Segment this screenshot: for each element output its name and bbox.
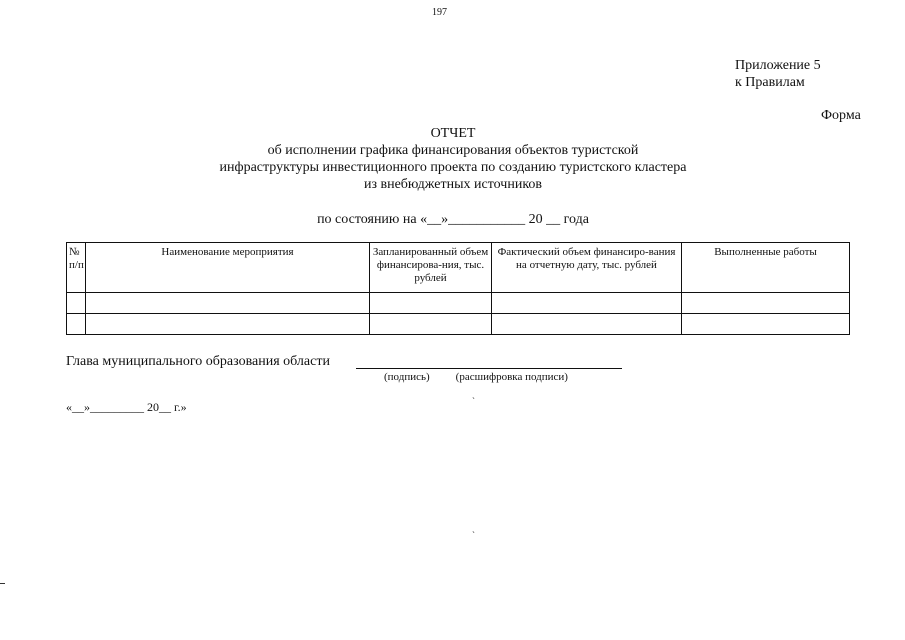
table-row (67, 314, 850, 335)
table-cell (86, 293, 370, 314)
column-header-works: Выполненные работы (682, 243, 850, 293)
signature-line (356, 368, 622, 369)
table-cell (370, 293, 492, 314)
status-date-line: по состоянию на «__»___________ 20 __ года (317, 212, 589, 227)
report-table (66, 242, 850, 335)
table-cell (492, 314, 682, 335)
table-cell (370, 314, 492, 335)
title-line-3: из внебюджетных источников (363, 177, 543, 192)
column-header-activity: Наименование мероприятия (86, 243, 370, 293)
column-header-number: № п/п (67, 243, 86, 293)
signature-caption (384, 371, 568, 383)
table-header-row (67, 243, 850, 293)
table-cell (86, 314, 370, 335)
page-number: 197 (432, 7, 447, 18)
table-cell (492, 293, 682, 314)
scan-speck: ˋ (472, 396, 475, 406)
caption-signature: (подпись) (384, 371, 430, 383)
title-heading: ОТЧЕТ (430, 126, 476, 141)
scan-mark (0, 583, 5, 584)
head-official-label: Глава муниципального образования области (66, 354, 330, 369)
caption-decoding: (расшифровка подписи) (455, 371, 568, 383)
date-line: «__»_________ 20__ г.» (66, 400, 187, 414)
column-header-actual: Фактический объем финансиро-вания на отчетную дату, тыс. рублей (492, 243, 682, 293)
table-cell (67, 293, 86, 314)
title-line-2: инфраструктуры инвестиционного проекта по созданию туристского кластера (219, 160, 687, 175)
appendix-line-1: Приложение 5 (735, 58, 821, 73)
scan-speck: ˋ (472, 530, 475, 540)
title-line-1: об исполнении графика финансирования объектов туристской (267, 143, 639, 158)
form-label: Форма (821, 108, 861, 123)
document-title (130, 125, 776, 193)
table-cell (67, 314, 86, 335)
appendix-line-2: к Правилам (735, 75, 805, 90)
appendix-note (735, 57, 821, 91)
table-cell (682, 314, 850, 335)
table-cell (682, 293, 850, 314)
table-row (67, 293, 850, 314)
column-header-planned: Запланированный объем финансирова-ния, тыс. рублей (370, 243, 492, 293)
